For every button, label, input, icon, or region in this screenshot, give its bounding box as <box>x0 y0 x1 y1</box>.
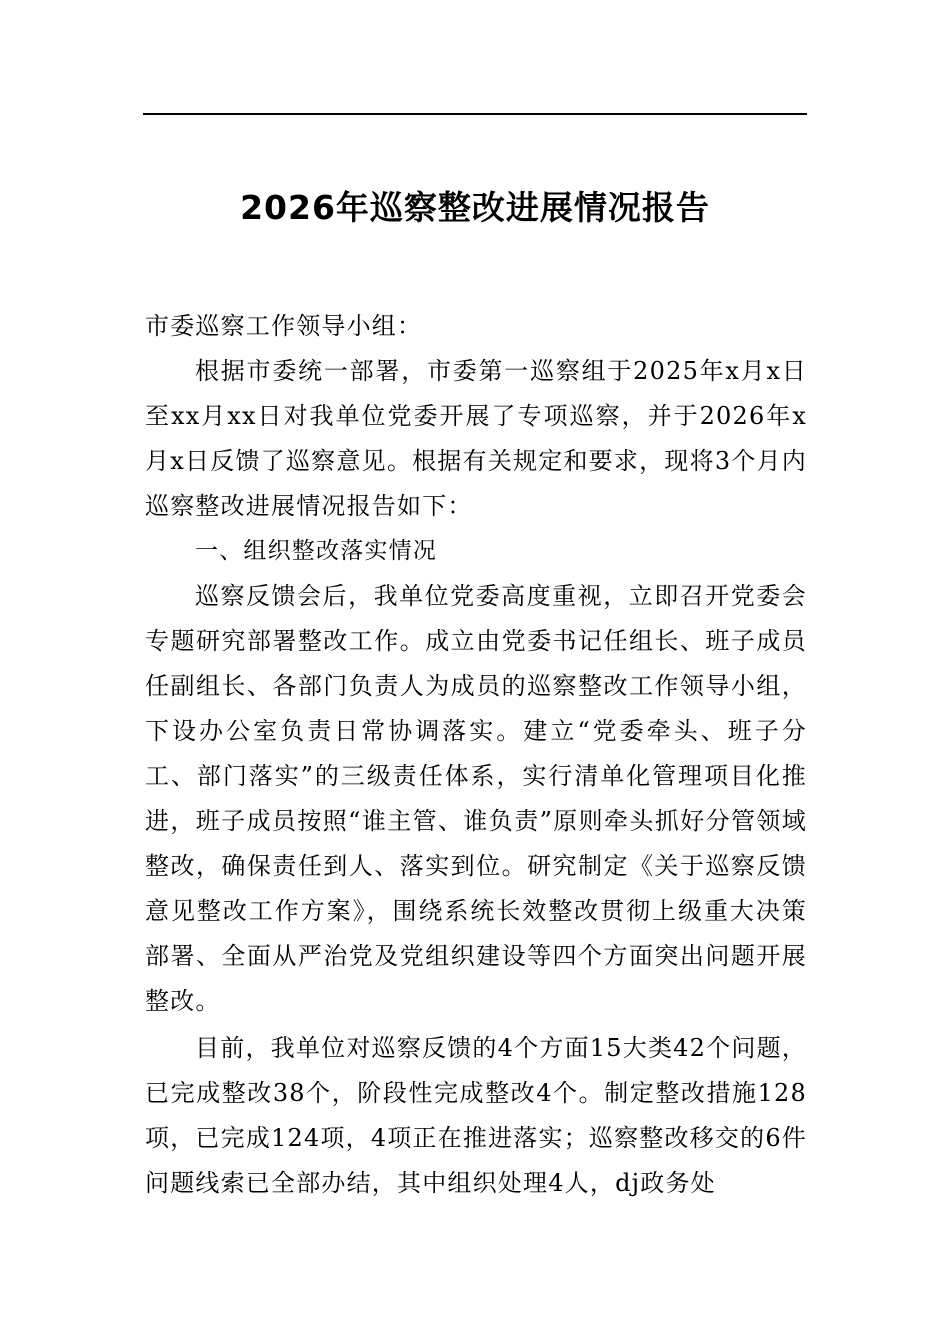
intro-paragraph: 根据市委统一部署，市委第一巡察组于2025年x月x日至xx月xx日对我单位党委开展了专项巡察，并于2026年x月x日反馈了巡察意见。根据有关规定和要求，现将3个月内巡察整改进展情况报告如下： <box>145 357 807 520</box>
section-heading: 一、组织整改落实情况 <box>195 538 437 564</box>
salutation: 市委巡察工作领导小组： <box>145 312 423 340</box>
document-title: 2026年巡察整改进展情况报告 <box>240 188 710 227</box>
document-body <box>145 304 807 1206</box>
body-paragraph: 目前，我单位对巡察反馈的4个方面15大类42个问题，已完成整改38个，阶段性完成整改4个。制定整改措施128项，已完成124项，4项正在推进落实；巡察整改移交的6件问题线索已全部办结，其中组织处理4人，dj政务处 <box>145 1034 807 1197</box>
header-rule <box>143 113 807 115</box>
body-paragraph: 巡察反馈会后，我单位党委高度重视，立即召开党委会专题研究部署整改工作。成立由党委书记任组长、班子成员任副组长、各部门负责人为成员的巡察整改工作领导小组，下设办公室负责日常协调落实。建立“党委牵头、班子分工、部门落实”的三级责任体系，实行清单化管理项目化推进，班子成员按照“谁主管、谁负责”原则牵头抓好分管领域整改，确保责任到人、落实到位。研究制定《关于巡察反馈意见整改工作方案》，围绕系统长效整改贯彻上级重大决策部署、全面从严治党及党组织建设等四个方面突出问题开展整改。 <box>145 582 807 1015</box>
